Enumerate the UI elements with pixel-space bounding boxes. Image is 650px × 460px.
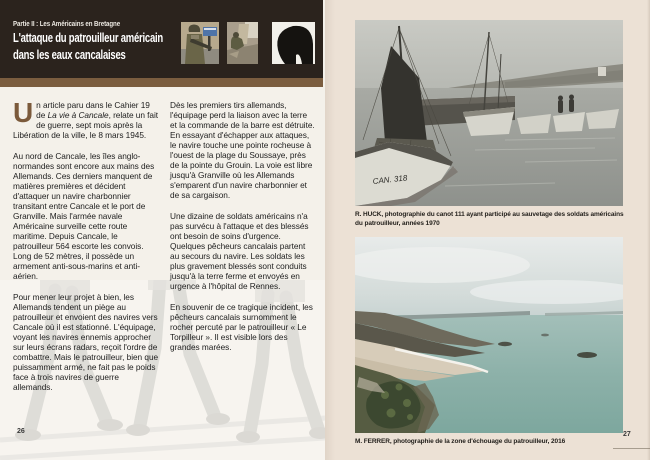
photo-harbor-boats (355, 20, 623, 206)
header-accent-stripe (0, 78, 323, 87)
paragraph-1 (13, 97, 159, 140)
article-title (13, 30, 163, 64)
chapter-kicker: Partie II : Les Américains en Bretagne (13, 19, 121, 28)
paragraph-5: Une dizaine de soldats américains n'a pas survécu à l'attaque et des blessés ont besoin de soins d'urgence. Quelques pêcheurs cancalais partent au secours du navire. Les soldats les plus gravement blessés sont conduits jusqu'à la terre ferme et envoyés en urgence à l'hôpital de Rennes. (170, 211, 309, 291)
header-thumbnail-helmet (272, 22, 315, 64)
soldier-in-ruins-illustration (227, 22, 258, 64)
article-title-line2: dans les eaux cancalaises (13, 48, 126, 62)
article-column-2 (170, 100, 316, 403)
paragraph-1-italic: La vie à Cancale (47, 110, 109, 120)
page-number-rule (613, 448, 650, 449)
harbor-boats-photo (355, 20, 623, 206)
photo-coastline (355, 237, 623, 433)
photo2-caption: M. FERRER, photographie de la zone d'échouage du patrouilleur, 2016 (355, 438, 566, 445)
article-column-1 (13, 97, 159, 403)
paragraph-4: Dès les premiers tirs allemands, l'équipage perd la liaison avec la terre et la commande de la barre est détruite. En essayant d'échapper aux attaques, le navire touche une pointe rocheuse à l'ouest de la plage du Soussaye, près de la pointe du Grouin. La voie est libre jusqu'à Granville où les Allemands s'emparent d'un navire charbonnier et de sa cargaison. (170, 100, 315, 200)
boat-registration-label: CAN. 318 (372, 173, 408, 186)
page-number-right: 27 (623, 431, 631, 438)
coastline-photo (355, 237, 623, 433)
soldier-memorial-illustration (181, 22, 219, 64)
photo1-caption: R. HUCK, photographie du canot 111 ayant participé au sauvetage des soldats américains du patrouilleur, années 1970 (355, 211, 624, 227)
article-columns (13, 97, 316, 403)
chapter-header-band (0, 0, 323, 78)
header-thumbnail-soldier-memorial (181, 22, 219, 64)
page-right (325, 0, 650, 460)
page-number-left: 26 (17, 428, 25, 435)
paragraph-2: Au nord de Cancale, les îles anglo-normandes sont encore aux mains des Allemands. Ces derniers manquent de matières premières et décident d'attaquer un navire charbonnier transitant entre Cancale et le port de Granville. Mais l'armée navale Américaine surveille cette route maritime. Depuis Cancale, le patrouilleur 564 escorte les convois. Long de 52 mètres, il possède un armement anti-sous-marins et anti-aérien. (13, 151, 155, 281)
article-title-line1: L'attaque du patrouilleur américain (13, 31, 164, 45)
paragraph-3: Pour mener leur projet à bien, les Allemands tendent un piège au patrouilleur et envoient des navires vers Cancale où il est stationné. L'équipage, voyant les navires ennemis approcher sur leurs écrans radars, reçoit l'ordre de combattre. Mais le patrouilleur, bien que puissamment armé, ne fait pas le poids face à trois navires de guerre allemands. (13, 292, 159, 392)
paragraph-1-text: n article paru dans le Cahier 19 de (36, 100, 150, 120)
paragraph-1-text-end: , relate un fait de guerre, sept mois après la Libération de la ville, le 8 mars 1945. (13, 110, 159, 140)
header-thumbnail-soldier-ruins (227, 22, 258, 64)
helmet-silhouette (272, 22, 315, 64)
drop-cap: U (13, 97, 34, 128)
paragraph-6: En souvenir de ce tragique incident, les pêcheurs cancalais surnomment le rocher percuté par le patrouilleur « Le Torpilleur ». Il est visible lors des grandes marées. (170, 302, 313, 352)
